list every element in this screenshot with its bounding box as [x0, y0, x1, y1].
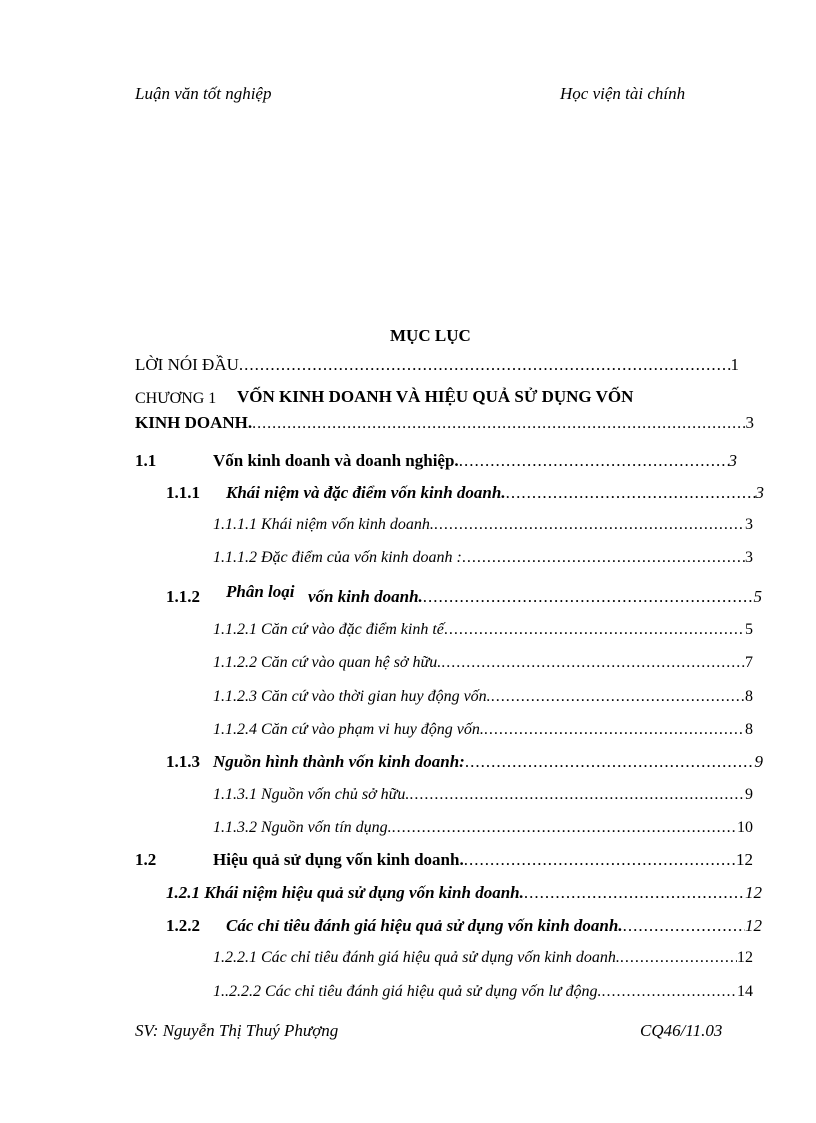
toc-entry-intro[interactable]: [135, 355, 739, 375]
toc-leader: [464, 850, 736, 870]
toc-label: 1.1.1.1 Khái niệm vốn kinh doanh.: [213, 516, 434, 533]
toc-page: 14: [737, 983, 753, 1000]
toc-label: 1..2.2.2 Các chỉ tiêu đánh giá hiệu quả sử dụng vốn lư động.: [213, 983, 602, 1000]
toc-number: 1.1.3: [166, 752, 200, 771]
toc-number: 1.2.2: [166, 916, 200, 935]
toc-leader: [459, 451, 729, 471]
toc-leader: [392, 819, 737, 837]
toc-entry-1-1-3[interactable]: [213, 752, 763, 772]
toc-entry-1-1-2-4[interactable]: [213, 721, 753, 739]
toc-page: 7: [745, 654, 753, 671]
toc-page: 8: [745, 688, 753, 705]
toc-label: 1.2.2.1 Các chỉ tiêu đánh giá hiệu quả sử dụng vốn kinh doanh.: [213, 949, 620, 966]
toc-entry-1-2-1[interactable]: [166, 883, 762, 903]
toc-label: Các chỉ tiêu đánh giá hiệu quả sử dụng vốn kinh doanh.: [226, 916, 623, 935]
toc-label: Hiệu quả sử dụng vốn kinh doanh.: [213, 850, 464, 869]
toc-leader: [462, 549, 745, 567]
toc-page: 5: [753, 587, 762, 606]
toc-entry-1-1-2-2[interactable]: [213, 654, 753, 672]
toc-entry-1-2-2-1[interactable]: [213, 949, 753, 967]
toc-label: 1.2.1 Khái niệm hiệu quả sử dụng vốn kinh doanh.: [166, 883, 524, 902]
toc-page: 5: [745, 621, 753, 638]
toc-number: 1.2: [135, 850, 157, 869]
toc-page: 3: [745, 516, 753, 533]
toc-leader: [620, 949, 737, 967]
toc-label: 1.1.1.2 Đặc điểm của vốn kinh doanh :: [213, 549, 462, 566]
toc-page: 3: [745, 549, 753, 566]
toc-page: 3: [755, 483, 764, 502]
toc-leader: [623, 916, 745, 936]
toc-page: 12: [745, 883, 762, 902]
toc-label: KINH DOANH.: [135, 413, 253, 432]
toc-entry-1-1-1-2[interactable]: [213, 549, 753, 567]
toc-leader: [484, 721, 745, 739]
toc-label: 1.1.3.1 Nguồn vốn chủ sở hữu.: [213, 786, 410, 803]
toc-leader: [444, 621, 745, 639]
footer-right: CQ46/11.03: [640, 1021, 723, 1040]
toc-entry-1-1-3-1[interactable]: [213, 786, 753, 804]
toc-page: 10: [737, 819, 753, 836]
toc-page: 9: [745, 786, 753, 803]
footer-left: SV: Nguyễn Thị Thuý Phượng: [135, 1021, 339, 1040]
toc-label: LỜI NÓI ĐẦU: [135, 355, 239, 374]
toc-leader: [441, 654, 745, 672]
toc-number: 1.1.1: [166, 483, 200, 502]
toc-entry-1-2-2-2[interactable]: [213, 983, 753, 1001]
toc-label: Vốn kinh doanh và doanh nghiệp.: [213, 451, 459, 470]
toc-page: 3: [745, 413, 754, 432]
toc-chapter-prefix: CHƯƠNG 1: [135, 390, 217, 407]
toc-entry-1-2[interactable]: [213, 850, 753, 870]
toc-entry-1-1-2-3[interactable]: [213, 688, 753, 706]
toc-entry-1-1[interactable]: [213, 451, 737, 471]
toc-leader: [252, 415, 745, 433]
toc-page: 3: [728, 451, 737, 470]
toc-chapter-title[interactable]: VỐN KINH DOANH VÀ HIỆU QUẢ SỬ DỤNG VỐN: [237, 387, 634, 406]
toc-leader: [423, 587, 754, 607]
toc-page: 12: [737, 949, 753, 966]
toc-leader: [434, 516, 745, 534]
toc-page: 12: [745, 916, 762, 935]
toc-label: 1.1.3.2 Nguồn vốn tín dụng.: [213, 819, 392, 836]
toc-number: 1.1: [135, 451, 157, 470]
toc-label: 1.1.2.2 Căn cứ vào quan hệ sở hữu.: [213, 654, 442, 671]
toc-page: 1: [730, 355, 739, 374]
toc-page: 12: [736, 850, 753, 869]
toc-leader: [465, 752, 755, 772]
toc-leader: [524, 883, 745, 903]
toc-label: Khái niệm và đặc điểm vốn kinh doanh.: [226, 483, 506, 502]
toc-page: 9: [754, 752, 763, 771]
toc-label-part: Phân loại: [226, 582, 295, 601]
toc-entry-1-2-2[interactable]: [226, 916, 762, 936]
toc-leader: [491, 688, 745, 706]
toc-page: 8: [745, 721, 753, 738]
toc-entry-chapter-1[interactable]: [135, 413, 754, 433]
toc-leader: [409, 786, 745, 804]
toc-number: 1.1.2: [166, 587, 200, 606]
header-left: Luận văn tốt nghiệp: [135, 84, 272, 103]
toc-label: 1.1.2.4 Căn cứ vào phạm vi huy động vốn.: [213, 721, 484, 738]
toc-label: 1.1.2.1 Căn cứ vào đặc điểm kinh tế: [213, 621, 444, 638]
header-right: Học viện tài chính: [560, 84, 686, 103]
toc-entry-1-1-1[interactable]: [226, 483, 764, 503]
toc-entry-1-1-2[interactable]: [308, 587, 762, 607]
toc-leader: [602, 983, 737, 1001]
toc-entry-1-1-2-1[interactable]: [213, 621, 753, 639]
toc-leader: [506, 483, 756, 503]
toc-label: Nguồn hình thành vốn kinh doanh:: [213, 752, 465, 771]
page-title: MỤC LỤC: [390, 326, 471, 345]
toc-entry-1-1-3-2[interactable]: [213, 819, 753, 837]
toc-leader: [239, 355, 731, 375]
toc-label: vốn kinh doanh.: [308, 587, 423, 606]
toc-label: 1.1.2.3 Căn cứ vào thời gian huy động vốn.: [213, 688, 491, 705]
toc-entry-1-1-1-1[interactable]: [213, 516, 753, 534]
